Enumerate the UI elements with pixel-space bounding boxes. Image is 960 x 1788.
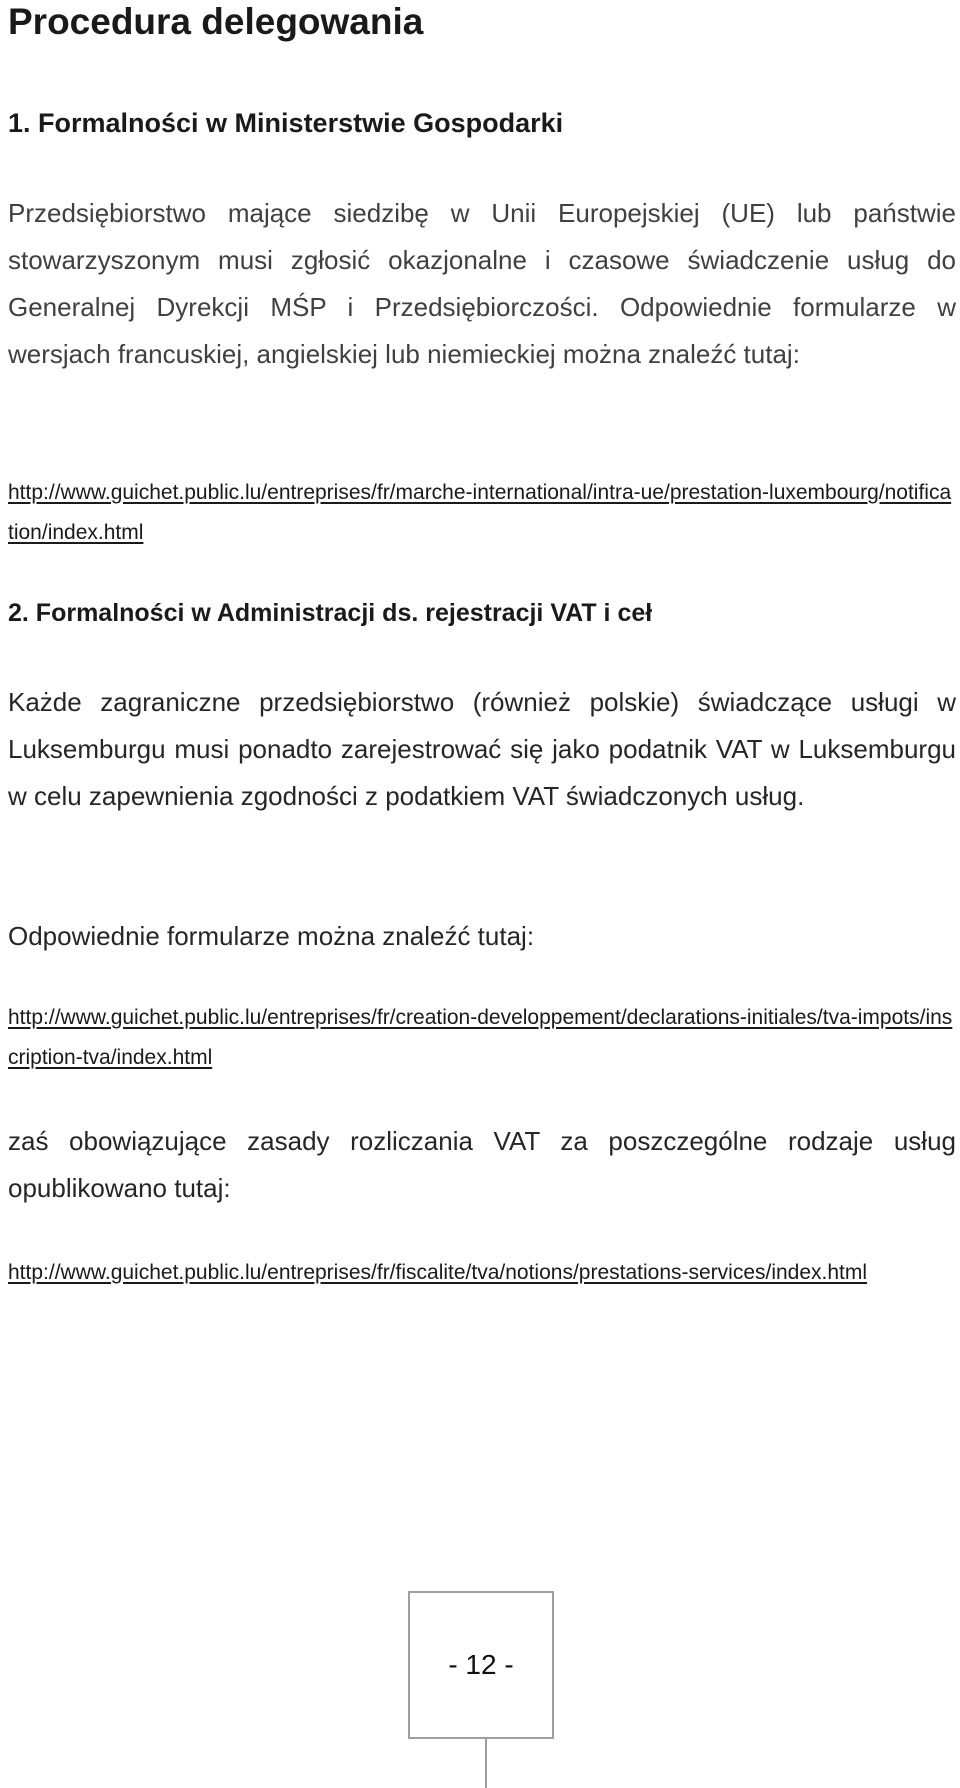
document-title: Procedura delegowania [8,1,424,42]
vat-rules-link[interactable]: http://www.guichet.public.lu/entreprises/fr/fiscalite/tva/notions/prestations-services/index.html [8,1261,868,1284]
page-number-connector-line [485,1739,487,1788]
notification-form-link[interactable]: http://www.guichet.public.lu/entreprises/fr/marche-international/intra-ue/prestation-luxembourg/notification/index.html [8,481,952,544]
page-number: - 12 - [448,1649,514,1680]
section-2-heading: 2. Formalności w Administracji ds. rejestracji VAT i ceł [8,599,653,627]
page-number-box [408,1591,554,1739]
section-1-heading: 1. Formalności w Ministerstwie Gospodarki [8,108,564,138]
section-1-paragraph: Przedsiębiorstwo mające siedzibę w Unii Europejskiej (UE) lub państwie stowarzyszonym musi zgłosić okazjonalne i czasowe świadczenie usług do Generalnej Dyrekcji MŚP i Przedsiębiorczości. Odpowiednie formularze w wersjach francuskiej, angielskiej lub niemieckiej można znaleźć tutaj: [8,198,956,369]
vat-registration-link[interactable]: http://www.guichet.public.lu/entreprises/fr/creation-developpement/declarations-initiales/tva-impots/inscription-tva/index.html [8,1006,953,1069]
vat-rules-intro-text: zaś obowiązujące zasady rozliczania VAT za poszczególne rodzaje usług opublikowano tutaj: [8,1126,956,1203]
forms-intro-text: Odpowiednie formularze można znaleźć tutaj: [8,921,535,951]
section-2-paragraph: Każde zagraniczne przedsiębiorstwo (również polskie) świadczące usługi w Luksemburgu musi ponadto zarejestrować się jako podatnik VAT w Luksemburgu w celu zapewnienia zgodności z podatkiem VAT świadczonych usług. [8,687,956,811]
